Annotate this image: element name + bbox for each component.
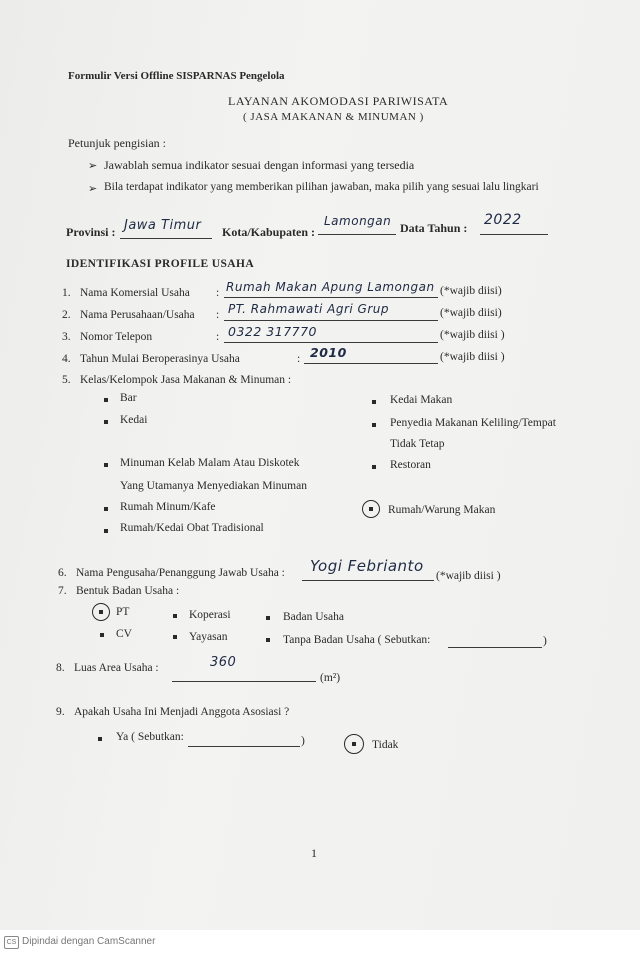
option-label[interactable]: CV (116, 628, 132, 640)
instructions-label: Petunjuk pengisian : (68, 136, 166, 150)
tahun-underline (480, 234, 548, 235)
option-label-selected[interactable]: Rumah/Warung Makan (388, 504, 496, 516)
kota-underline (318, 234, 396, 235)
option-label-selected[interactable]: Tidak (372, 739, 399, 751)
question-number: 5. (62, 374, 71, 386)
option-label[interactable]: Kedai Makan (390, 394, 453, 406)
field-underline (224, 342, 438, 343)
required-note: (*wajib diisi) (440, 285, 502, 297)
option-label[interactable]: Koperasi (189, 609, 231, 621)
bullet-icon (104, 507, 108, 511)
bullet-icon (173, 635, 177, 639)
provinsi-value[interactable]: Jawa Timur (124, 218, 202, 233)
option-label[interactable]: Rumah Minum/Kafe (120, 501, 216, 513)
field-underline (224, 297, 438, 298)
close-paren: ) (543, 635, 547, 647)
option-label[interactable]: Badan Usaha (283, 611, 344, 623)
question-number: 8. (56, 662, 65, 674)
option-label[interactable]: Yayasan (189, 631, 228, 643)
field-label: Nama Komersial Usaha (80, 287, 190, 299)
question-label: Apakah Usaha Ini Menjadi Anggota Asosiasi ? (74, 706, 290, 718)
tahun-label: Data Tahun : (400, 221, 468, 235)
option-label[interactable]: Kedai (120, 414, 148, 426)
option-label[interactable]: Bar (120, 392, 137, 404)
field-underline (188, 746, 300, 747)
year-started-value[interactable]: 2010 (310, 345, 347, 360)
option-label[interactable]: Rumah/Kedai Obat Tradisional (120, 522, 264, 534)
selected-circle-icon[interactable] (344, 734, 364, 754)
field-number: 3. (62, 331, 71, 343)
field-colon: : (216, 309, 220, 321)
kota-value[interactable]: Lamongan (324, 214, 392, 228)
option-label-continued: Tidak Tetap (390, 438, 445, 450)
bullet-icon (173, 614, 177, 618)
field-underline (448, 647, 542, 648)
kota-label: Kota/Kabupaten : (222, 225, 316, 239)
field-colon: : (297, 353, 301, 365)
bullet-icon (266, 638, 270, 642)
option-label[interactable]: Restoran (390, 459, 431, 471)
page-number: 1 (311, 846, 317, 860)
option-label[interactable]: Ya ( Sebutkan: (116, 731, 184, 743)
form-title: LAYANAN AKOMODASI PARIWISATA (228, 94, 449, 108)
scanner-footer (0, 930, 640, 954)
required-note: (*wajib diisi ) (440, 351, 505, 363)
option-label[interactable]: Penyedia Makanan Keliling/Tempat (390, 417, 556, 429)
instruction-item: Bila terdapat indikator yang memberikan pilihan jawaban, maka pilih yang sesuai lalu lingkari (104, 181, 539, 193)
field-colon: : (216, 331, 220, 343)
field-colon: : (216, 287, 220, 299)
bullet-icon (104, 398, 108, 402)
question-label: Luas Area Usaha : (74, 662, 159, 674)
bullet-icon (104, 463, 108, 467)
arrow-icon: ➢ (88, 183, 98, 195)
field-label: Tahun Mulai Beroperasinya Usaha (80, 353, 240, 365)
company-name-value[interactable]: PT. Rahmawati Agri Grup (228, 302, 389, 316)
field-underline (224, 320, 438, 321)
camscanner-logo-icon: CS (4, 936, 19, 949)
section-title: IDENTIFIKASI PROFILE USAHA (66, 258, 255, 270)
footer-text: Dipindai dengan CamScanner (22, 936, 156, 947)
bullet-icon (98, 737, 102, 741)
option-label-continued: Yang Utamanya Menyediakan Minuman (120, 480, 307, 492)
required-note: (*wajib diisi ) (440, 329, 505, 341)
bullet-icon (372, 423, 376, 427)
field-number: 1. (62, 287, 71, 299)
instruction-item: Jawablah semua indikator sesuai dengan informasi yang tersedia (104, 158, 415, 172)
area-unit: (m²) (320, 672, 341, 684)
provinsi-label: Provinsi : (66, 225, 116, 239)
field-underline (304, 363, 438, 364)
bullet-icon (104, 420, 108, 424)
question-number: 9. (56, 706, 65, 718)
form-subtitle: ( JASA MAKANAN & MINUMAN ) (243, 111, 424, 123)
field-underline (172, 681, 316, 682)
field-number: 4. (62, 353, 71, 365)
form-version-label: Formulir Versi Offline SISPARNAS Pengelola (68, 70, 285, 82)
required-note: (*wajib diisi) (440, 307, 502, 319)
question-label: Nama Pengusaha/Penanggung Jawab Usaha : (76, 567, 285, 579)
field-label: Nomor Telepon (80, 331, 153, 343)
bullet-icon (104, 529, 108, 533)
area-value[interactable]: 360 (210, 655, 237, 670)
question-label: Bentuk Badan Usaha : (76, 585, 180, 597)
selected-circle-icon[interactable] (362, 500, 380, 518)
question-number: 7. (58, 585, 67, 597)
option-label-selected[interactable]: PT (116, 606, 130, 618)
tahun-value[interactable]: 2022 (484, 212, 522, 228)
bullet-icon (100, 633, 104, 637)
bullet-icon (266, 616, 270, 620)
selected-circle-icon[interactable] (92, 603, 110, 621)
field-number: 2. (62, 309, 71, 321)
close-paren: ) (301, 735, 305, 747)
bullet-icon (372, 400, 376, 404)
bullet-icon (372, 465, 376, 469)
option-label[interactable]: Tanpa Badan Usaha ( Sebutkan: (283, 634, 431, 646)
field-label: Nama Perusahaan/Usaha (80, 309, 195, 321)
field-underline (302, 580, 434, 581)
required-note: (*wajib diisi ) (436, 570, 501, 582)
provinsi-underline (120, 238, 212, 239)
owner-name-value[interactable]: Yogi Febrianto (310, 557, 424, 575)
arrow-icon: ➢ (88, 160, 98, 172)
commercial-name-value[interactable]: Rumah Makan Apung Lamongan (226, 280, 435, 294)
question-number: 6. (58, 567, 67, 579)
question-label: Kelas/Kelompok Jasa Makanan & Minuman : (80, 374, 292, 386)
option-label[interactable]: Minuman Kelab Malam Atau Diskotek (120, 457, 300, 469)
phone-value[interactable]: 0322 317770 (228, 324, 318, 339)
